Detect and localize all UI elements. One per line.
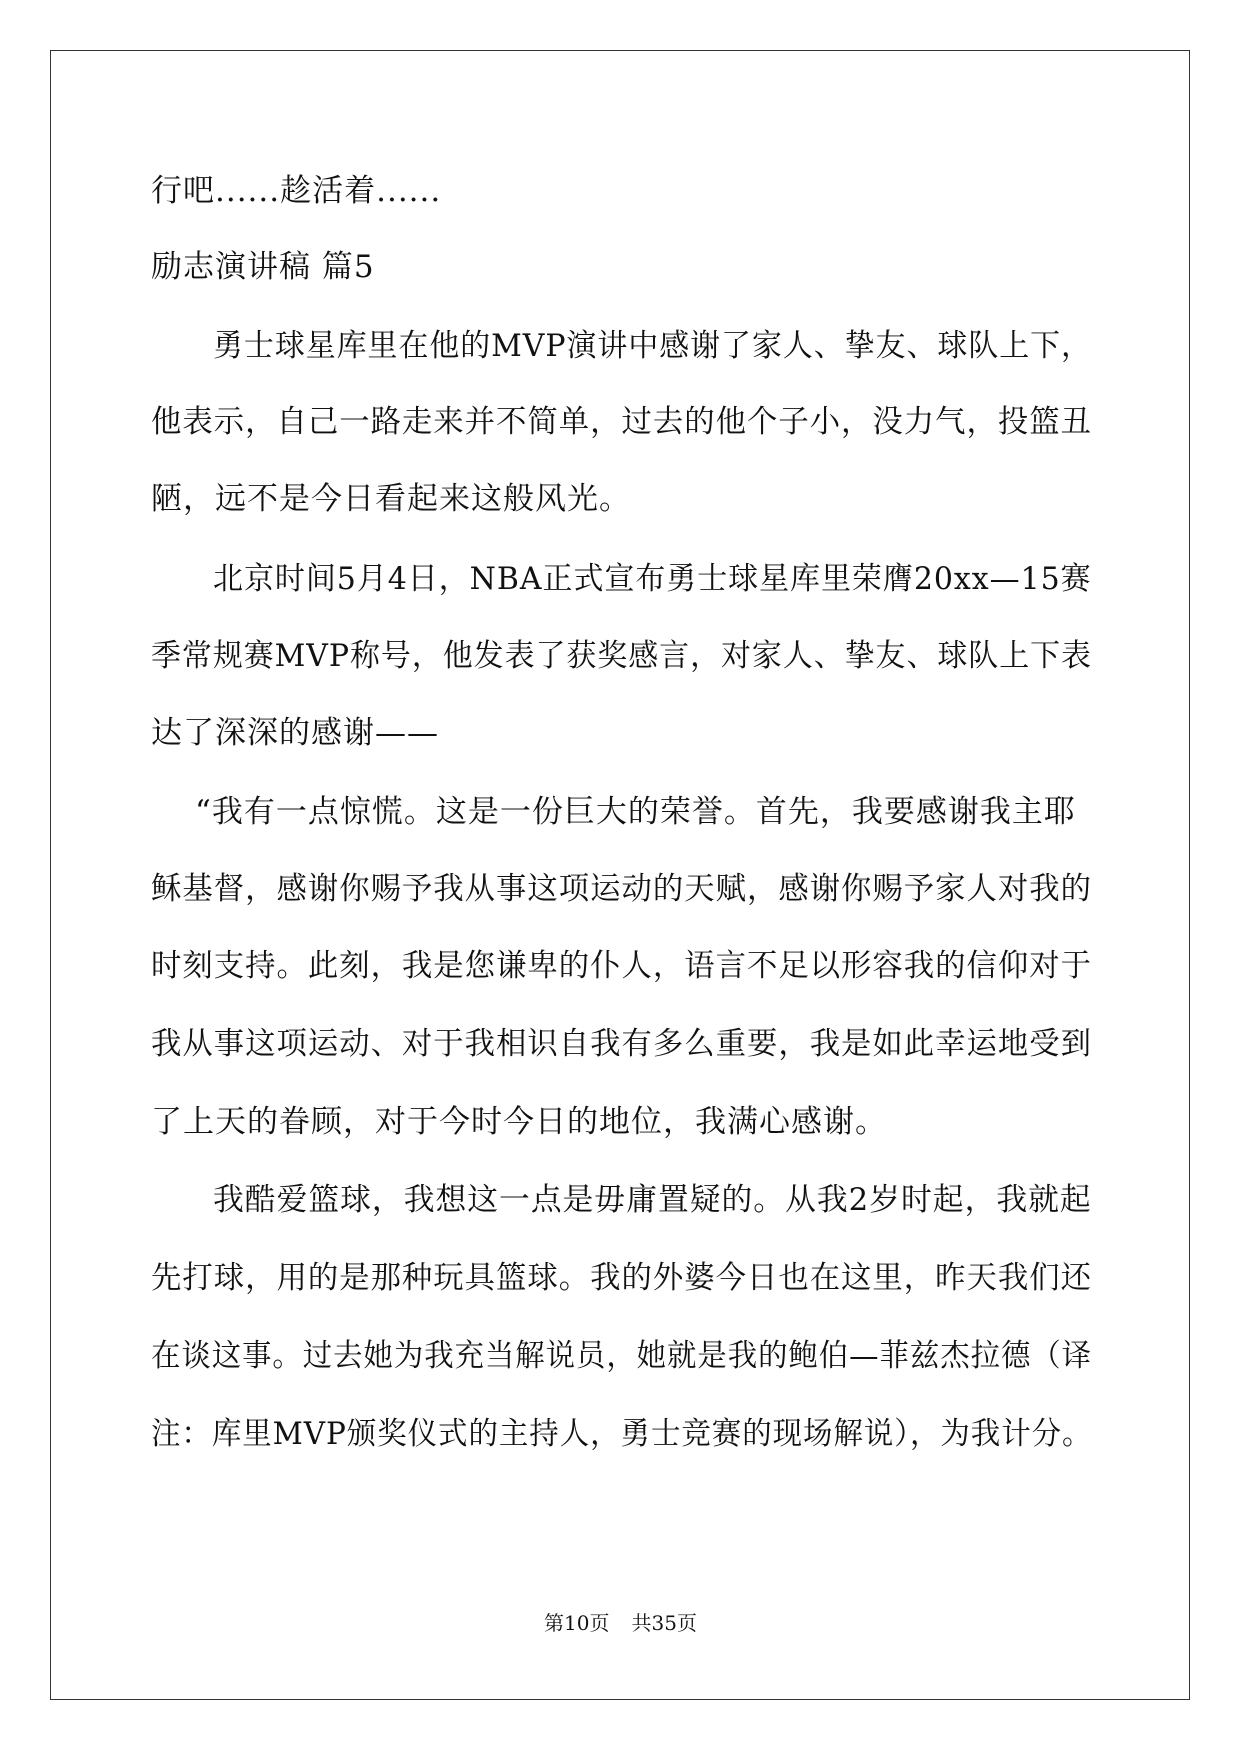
paragraph-4-line-4: 注：库里MVP颁奖仪式的主持人，勇士竞赛的现场解说），为我计分。 [151,1416,1093,1452]
section-heading: 励志演讲稿 篇5 [151,249,375,285]
paragraph-3-line-5: 了上天的眷顾，对于今时今日的地位，我满心感谢。 [151,1104,887,1140]
paragraph-3-line-1: “我有一点惊慌。这是一份巨大的荣誉。首先，我要感谢我主耶 [195,794,1076,830]
page-number: 第10页 [544,1611,610,1635]
paragraph-3-line-2: 稣基督，感谢你赐予我从事这项运动的天赋，感谢你赐予家人对我的 [151,871,1092,907]
paragraph-2-line-1: 北京时间5月4日，NBA正式宣布勇士球星库里荣膺20xx—15赛 [213,561,1092,597]
paragraph-4-line-2: 先打球，用的是那种玩具篮球。我的外婆今日也在这里，昨天我们还 [151,1260,1092,1296]
paragraph-2-line-2: 季常规赛MVP称号，他发表了获奖感言，对家人、挚友、球队上下表 [151,638,1092,674]
paragraph-3-line-4: 我从事这项运动、对于我相识自我有多么重要，我是如此幸运地受到 [151,1026,1092,1062]
body-line-1: 行吧......趁活着...... [151,173,442,209]
page-footer [0,1610,1241,1636]
paragraph-4-line-3: 在谈这事。过去她为我充当解说员，她就是我的鲍伯—菲兹杰拉德（译 [151,1338,1093,1374]
paragraph-1-line-2: 他表示，自己一路走来并不简单，过去的他个子小，没力气，投篮丑 [151,404,1092,440]
paragraph-4-line-1: 我酷爱篮球，我想这一点是毋庸置疑的。从我2岁时起，我就起 [213,1182,1092,1218]
paragraph-2-line-3: 达了深深的感谢—— [151,715,439,751]
page-total: 共35页 [631,1611,697,1635]
paragraph-1-line-3: 陋，远不是今日看起来这般风光。 [151,481,631,517]
paragraph-1-line-1: 勇士球星库里在他的MVP演讲中感谢了家人、挚友、球队上下， [213,328,1092,364]
paragraph-3-line-3: 时刻支持。此刻，我是您谦卑的仆人，语言不足以形容我的信仰对于 [151,948,1092,984]
